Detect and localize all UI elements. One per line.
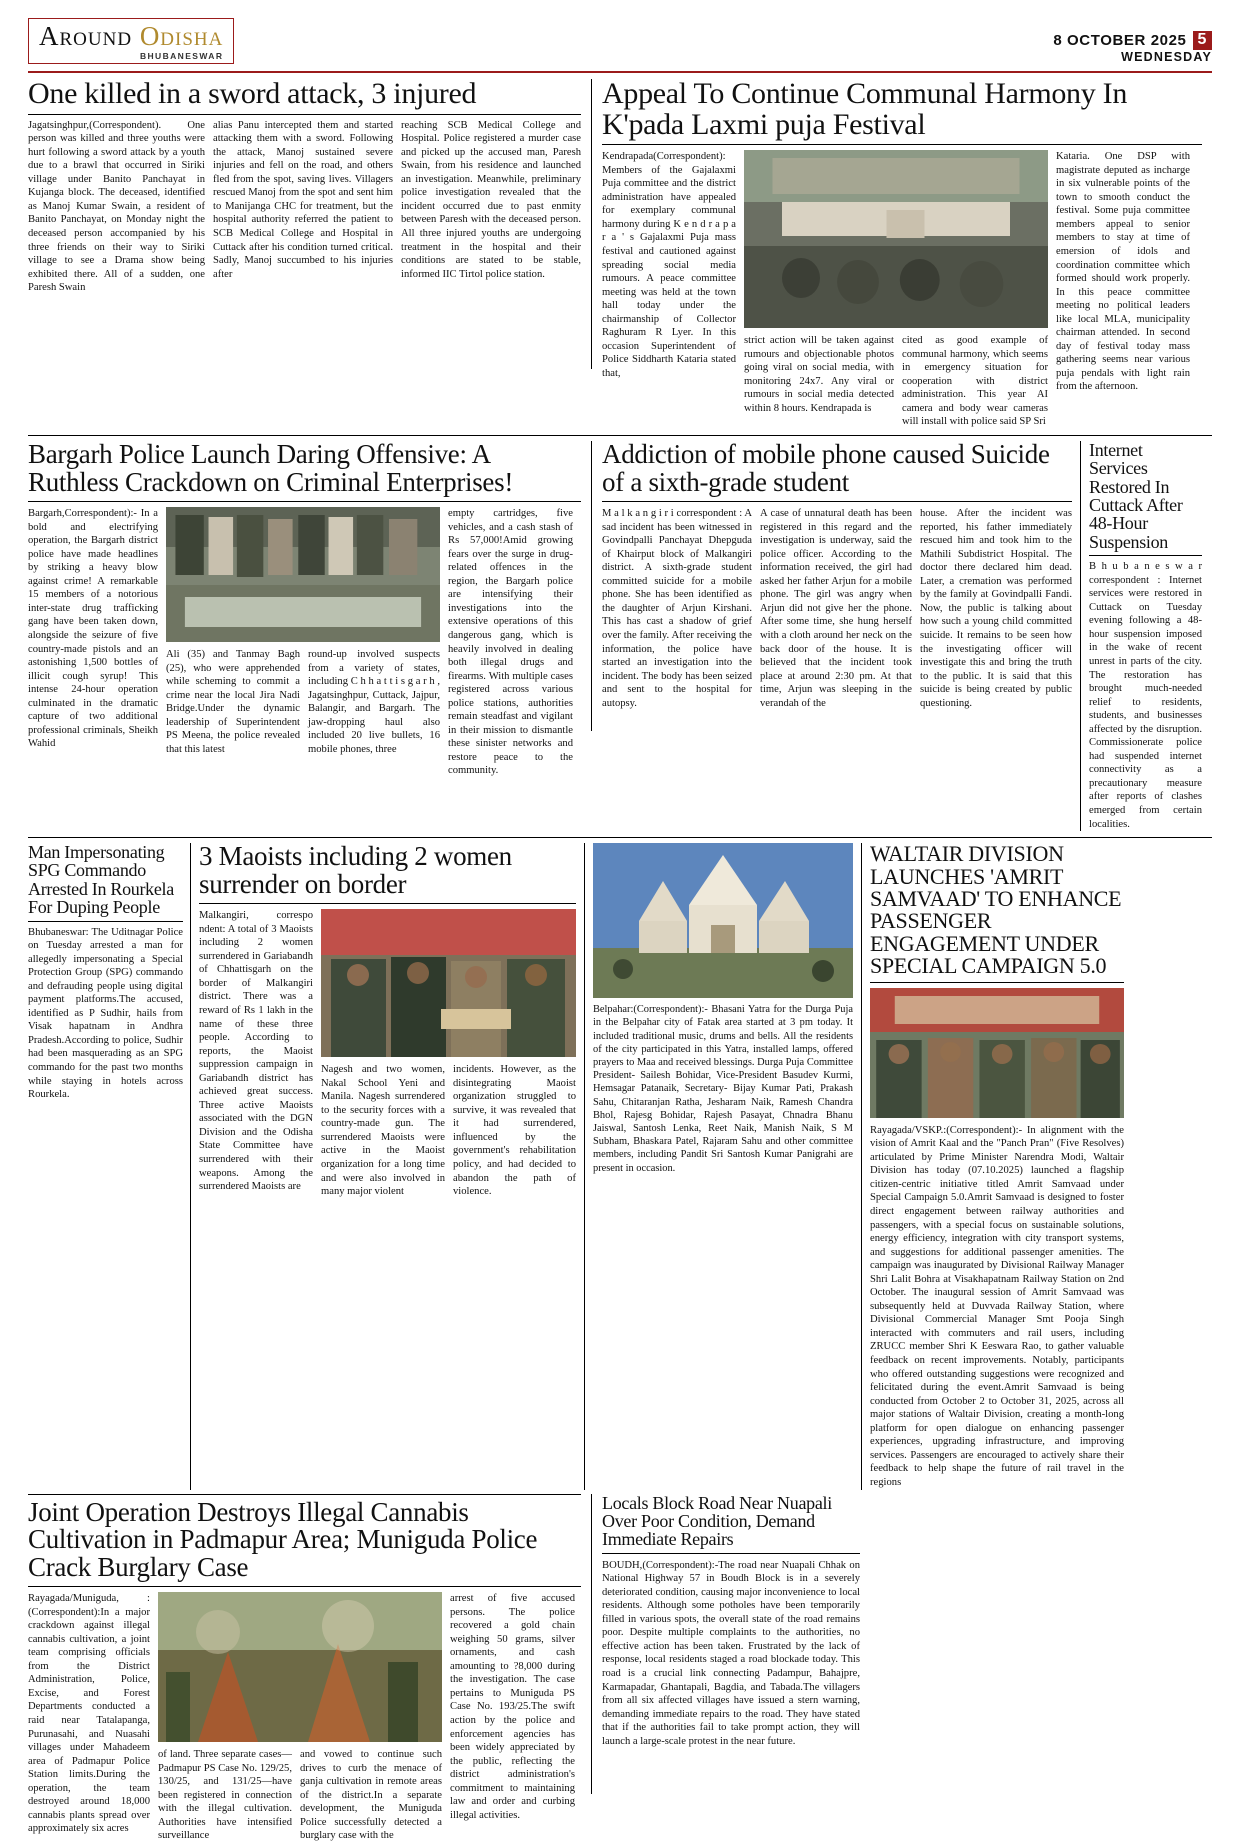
photo-amrit-samvaad-event	[870, 988, 1124, 1118]
article-maoists-surrender	[191, 843, 576, 1489]
article-waltair-division	[862, 843, 1124, 1489]
article-communal-harmony-col1: Kendrapada(Correspondent): Members of the Gajalaxmi Puja committee and the district administration have appealed for exemplary communal harmony during K e n d r a p a r a ' s Gajalaxmi Puja mass festival and cautioned against spreading social media rumours. A peace committee meeting was held at the town hall today under the chairmanship of Collector Raghuram R Lyer. In this occasion Superintendent of Police Siddharth Kataria stated that,	[602, 151, 736, 379]
logo-odisha-text: Odisha	[139, 21, 224, 51]
article-sword-attack	[28, 79, 581, 429]
article-mobile-suicide-col3: house. After the incident was reported, his father immediately rescued him and took him to the Mathili Subdistrict Hospital. The doctor there declared him dead. Later, a cremation was performed by the family at Govindpalli Fandi. Now, the public is talking about how such a young child committed suicide. It remains to be seen how the investigating officer will investigate this and bring the truth to the public. It is said that this suicide is being created by public questioning.	[920, 508, 1072, 709]
article-road-blockade-body: BOUDH,(Correspondent):-The road near Nuapali Chhak on National Highway 57 in Boudh Block is in a severely deteriorated condition, causing major inconvenience to local residents. Although some potholes have been temporarily filled in various spots, the overall state of the road remains poor. Despite multiple complaints to the authorities, no effective action has been taken. Frustrated by the lack of response, local residents staged a road blockade today. This road is a crucial link connecting Padampur, Bahajpre, Karmapadar, Ghantapali, Bagdia, and Tabada.The villagers from all six affected villages have issued a stern warning, demanding immediate repairs to the road. They have stated that if the authorities fail to take prompt action, they will launch a large-scale protest in the near future.	[602, 1559, 860, 1747]
article-sword-attack-col2: alias Panu intercepted them and started attacking them with a sword. Following the attack, Manoj sustained severe injuries and fell on the road, and others fled from the spot, saving lives. Villagers rescued Manoj from the spot and sent him to Manijanga CHC for treatment, but the hospital authority referred the patient to SCB Medical College and Hospital in Cuttack after his condition turned critical. Sadly, Manoj succumbed to his injuries after	[213, 119, 393, 280]
article-maoists-headline: 3 Maoists including 2 women surrender on border	[199, 841, 512, 899]
article-cannabis-headline: Joint Operation Destroys Illegal Cannabis Cultivation in Padmapur Area; Muniguda Police Crack Burglary Case	[28, 1496, 538, 1582]
article-sword-attack-headline: One killed in a sword attack, 3 injured	[28, 77, 477, 110]
photo-bargarh-seizure	[166, 507, 440, 642]
article-sword-attack-col1: Jagatsinghpur,(Correspondent). One person was killed and three youths were hurt following a sword attack by a youth due to a brawl that occurred in Siriki village under Banito Panchayat in Kujanga block. The deceased, identified as Manoj Kumar Swain, a resident of Banito Panchayat, on Monday night the deceased person accompanied by his three friends on their way to Siriki village to see a Drama show being exhibited there. All of a sudden, one Paresh Swain	[28, 119, 205, 294]
row-three	[28, 843, 1212, 1489]
article-internet-restored	[1081, 441, 1202, 831]
page-number-badge: 5	[1193, 31, 1213, 49]
article-belpahar-yatra	[585, 843, 853, 1489]
caption-belpahar-yatra: Belpahar:(Correspondent):- Bhasani Yatra for the Durga Puja in the Belpahar city of Fatak area started at 3 pm today. It included traditional music, drums and bells. All the residents of the city participated in this Yatra, installed lamps, offered prayers to Maa and received blessings. Durga Puja Committee President- Sailesh Bohidar, Vice-President Basudev Kurmi, Hemsagar Patanaik, Secretary- Bijay Kumar Pati, Prakash Sahu, Chitaranjan Ratha, Jesharam Naik, Ramesh Chandra Bhol, Rajesg Bohidar, Rajesh Pasayat, Chnadra Bhanu Jaiswal, Santosh Lenka, Reet Naik, Manish Naik, S M Subham, Bhaskara Patel, Rajaram Sahu and other committee members, including Pandit Sri Santosh Kumar Panigrahi are present in occasion.	[593, 1004, 853, 1174]
logo-around-text: Around	[39, 21, 133, 51]
article-waltair-body: Rayagada/VSKP.:(Correspondent):- In alignment with the vision of Amrit Kaal and the "Panch Pran" (Five Resolves) articulated by Prime Minister Narendra Modi, Waltair Division has today (07.10.2025) launched a flagship citizen-centric initiative titled Amrit Samvaad under Special Campaign 5.0.Amrit Samvaad is designed to foster direct engagement between railway authorities and passengers, with a special focus on sustainable solutions, energy efficiency, integration with city transport systems, and suggestions for additional passenger amenities. The campaign was inaugurated by Divisional Railway Manager Shri Lalit Bohra at Visakhapatnam Railway Station on 2nd October. The inaugural session of Amrit Samvaad was subsequently held at Duvvada Railway Station, where Divisional Commercial Manager Smt Pooja Singh interacted with commuters and rail users, including ZRUCC member Shri K Eeswara Rao, to gather valuable feedback on recent improvements. Notably, participants who offered outstanding suggestions were recognized and felicitated during the event.Amrit Samvaad is being conducted from October 2 to October 31, 2025, across all major stations of Waltair Division, creating a month-long platform for open dialogue on enhancing passenger experiences, upgrading infrastructure, and improving services. Passengers are encouraged to actively share their feedback to help shape the future of rail travel in the regions	[870, 1124, 1124, 1488]
photo-peace-committee-meeting	[744, 150, 1048, 328]
article-maoists-col2: Nagesh and two women, Nakal School Yeni and Manila. Nagesh surrendered to the security forces with a country-made gun. The surrendered Maoists were active in the Maoist organization for a long time and were also involved in many major violent	[321, 1064, 445, 1198]
article-bargarh-police	[28, 441, 581, 831]
article-cannabis-col3: and vowed to continue such drives to curb the menace of ganja cultivation in remote areas of the district.In a separate development, the Muniguda Police successfully detected a burglary case with the	[300, 1749, 442, 1842]
logo-city-text: BHUBANESWAR	[139, 51, 224, 61]
article-cannabis-col1: Rayagada/Muniguda, :(Correspondent):In a major crackdown against illegal cannabis cultivation, a joint team comprising officials from the District Administration, Police, Excise, and Forest Departments conducted a raid near Tatalapanga, Purunasahi, and Nuasahi villages under Mahadeem area of Padmapur Police Station limits.During the operation, the team destroyed around 18,000 cannabis plants spread over approximately six acres	[28, 1593, 150, 1835]
article-communal-harmony-col3: cited as good example of communal harmony, which seems in emergency situation for cooperation with district administration. This year AI camera and body wear cameras will install with police said SP Sri	[902, 335, 1048, 428]
article-mobile-suicide	[602, 441, 1072, 831]
article-bargarh-col3: round-up involved suspects from a variety of states, including C h h a t t i s g a r h , Jagatsinghpur, Cuttack, Jajpur, Balangir, and Bargarh. The jaw-dropping haul also included 20 live bullets, 16 mobile phones, three	[308, 649, 440, 755]
article-mobile-suicide-col1: M a l k a n g i r i correspondent : A sad incident has been witnessed in Govindpalli Panchayat Dhepguda of Khairput block of Malkangiri district. A sixth-grade student committed suicide for a mobile phone. She has been identified as the daughter of Arjun Kirshani. This has cast a shadow of grief over the family. After receiving the information, the police have started an investigation into the incident. The body has been seized and sent to the hospital for autopsy.	[602, 508, 752, 709]
row-bargarh	[28, 441, 1212, 831]
article-communal-harmony-col2: strict action will be taken against rumours and objectionable photos going viral on social media, with monitoring 24x7. Any viral or rumours in social media detected within 8 hours. Kendrapada is	[744, 335, 894, 414]
article-cannabis-col2: of land. Three separate cases—Padmapur PS Case No. 129/25, 130/25, and 131/25—have been registered in connection with the illegal cultivation. Authorities have intensified surveillance	[158, 1749, 292, 1842]
article-cannabis-col4: arrest of five accused persons. The police recovered a gold chain weighing 50 grams, silver ornaments, and cash amounting to ?8,000 during the investigation. The case pertains to Muniguda PS Case No. 193/25.The swift action by the police and enforcement agencies has been widely appreciated by the public, reflecting the district administration's commitment to maintaining law and order and curbing illegal activities.	[450, 1593, 575, 1821]
article-maoists-col3: incidents. However, as the disintegrating Maoist organization struggled to survive, it was revealed that it had surrendered, influenced by the government's rehabilitation policy, and had decided to abandon the path of violence.	[453, 1064, 576, 1198]
article-bargarh-headline: Bargarh Police Launch Daring Offensive: A Ruthless Crackdown on Criminal Enterprises!	[28, 439, 514, 497]
article-waltair-headline: WALTAIR DIVISION LAUNCHES 'AMRIT SAMVAAD' TO ENHANCE PASSENGER ENGAGEMENT UNDER SPECIAL CAMPAIGN 5.0	[870, 841, 1122, 979]
article-cannabis-operation	[28, 1494, 581, 1843]
article-maoists-col1: Malkangiri, correspo ndent: A total of 3 Maoists including 2 women surrendered in Gariabandh of Chhattisgarh on the border of Malkangiri district. There was a reward of Rs 1 lakh in the name of these three people. According to reports, the Maoist suppression campaign in Gariabandh district has achieved great success. Three active Maoists associated with the DGN Division and the Odisha State Committee have surrendered with their weapons. Among the surrendered Maoists are	[199, 910, 313, 1193]
article-mobile-suicide-headline: Addiction of mobile phone caused Suicide of a sixth-grade student	[602, 439, 1050, 497]
publication-logo	[28, 18, 234, 64]
masthead-rule	[28, 71, 1212, 73]
issue-weekday: WEDNESDAY	[1121, 49, 1212, 64]
article-internet-restored-body: B h u b a n e s w a r correspondent : Internet services were restored in Cuttack on Tuesday evening following a 48-hour suspension imposed in the wake of recent unrest in parts of the city. The restoration has brought much-needed relief to residents, students, and businesses affected by the disruption. Commissionerate police had suspended internet connectivity as a precautionary measure after reports of clashes emerged from certain localities.	[1089, 561, 1202, 830]
row-mobile-internet	[592, 441, 1202, 831]
top-row	[28, 79, 1212, 429]
article-road-blockade	[592, 1494, 860, 1843]
row-four	[28, 1494, 1212, 1843]
photo-cannabis-destruction	[158, 1592, 442, 1742]
article-internet-restored-headline: Internet Services Restored In Cuttack After 48-Hour Suspension	[1089, 440, 1183, 552]
photo-durga-puja-pandal	[593, 843, 853, 998]
article-communal-harmony	[592, 79, 1202, 429]
article-communal-harmony-headline: Appeal To Continue Communal Harmony In K'pada Laxmi puja Festival	[602, 77, 1128, 141]
article-road-blockade-headline: Locals Block Road Near Nuapali Over Poor Condition, Demand Immediate Repairs	[602, 1492, 832, 1550]
article-spg-headline: Man Impersonating SPG Commando Arrested In Rourkela For Duping People	[28, 842, 174, 918]
masthead	[28, 18, 1212, 68]
article-spg-impersonation	[28, 843, 183, 1489]
article-sword-attack-col3: reaching SCB Medical College and Hospital. Police registered a murder case and picked up the accused man, Paresh Swain, from his residence and launched an investigation. Meanwhile, preliminary police investigation revealed that the incident occurred due to past enmity between Paresh with the deceased person. All three injured youths are undergoing treatment in the hospital and their conditions are stated to be stable, informed IIC Tirtol police station.	[401, 119, 581, 280]
issue-date: 8 OCTOBER 2025	[1053, 31, 1187, 49]
article-bargarh-col1: Bargarh,Correspondent):- In a bold and electrifying operation, the Bargarh district police have made headlines by striking a heavy blow against crime! A remarkable 15 members of a notorious inter-state drug trafficking gang have been taken down, alongside the seizure of five country-made pistols and an astonishing 1,500 bottles of illicit cough syrup! This intense 24-hour operation culminated in the dramatic capture of two additional professional criminals, Sheikh Wahid	[28, 508, 158, 750]
article-bargarh-col4: empty cartridges, five vehicles, and a cash stash of Rs 57,000!Amid growing fears over the surge in drug-related offences in the region, the Bargarh police are intensifying their investigations into the extensive operations of this dangerous gang, which is heavily involved in dealing both illegal drugs and firearms. With multiple cases registered across various police stations, authorities remain steadfast and vigilant in their mission to dismantle these sinister networks and restore peace to the community.	[448, 508, 573, 777]
photo-maoists-surrender	[321, 909, 576, 1057]
article-spg-body: Bhubaneswar: The Uditnagar Police on Tuesday arrested a man for allegedly impersonating a Special Protection Group (SPG) commando and defrauding people using digital payment platforms.The accused, identified as P Sudhir, hails from Visak hapatnam in Andhra Pradesh.According to police, Sudhir had been masquerading as an SPG commando for the past two months while staying in hotels across Rourkela.	[28, 926, 183, 1101]
article-bargarh-col2: Ali (35) and Tanmay Bagh (25), who were apprehended while scheming to commit a crime near the local Jira Nadi Bridge.Under the dynamic leadership of Superintendent PS Meena, the police revealed that this latest	[166, 649, 300, 755]
date-block	[1053, 31, 1212, 64]
article-communal-harmony-col4: Kataria. One DSP with magistrate deputed as incharge in six vulnerable points of the town to smooth conduct the festival. Some puja committee members appeal to senior members to stay at time of emersion of idols and coordination committee which formed should work properly. In this peace committee meeting no political leaders like local MLA, municipality chairman attended. In second day of festival today mass gathering seems near various puja pendals with light rain from the afternoon.	[1056, 151, 1190, 393]
article-mobile-suicide-col2: A case of unnatural death has been registered in this regard and the investigation is underway, said the police officer. According to the information received, the girl had asked her father Arjun for a mobile phone. The girl was angry when Arjun did not give her the phone. After some time, she hung herself with a cloth around her neck on the back door of the house. It is believed that the incident took place at around 2:30 pm. At that time, Arjun was sleeping in the verandah of the	[760, 508, 912, 709]
